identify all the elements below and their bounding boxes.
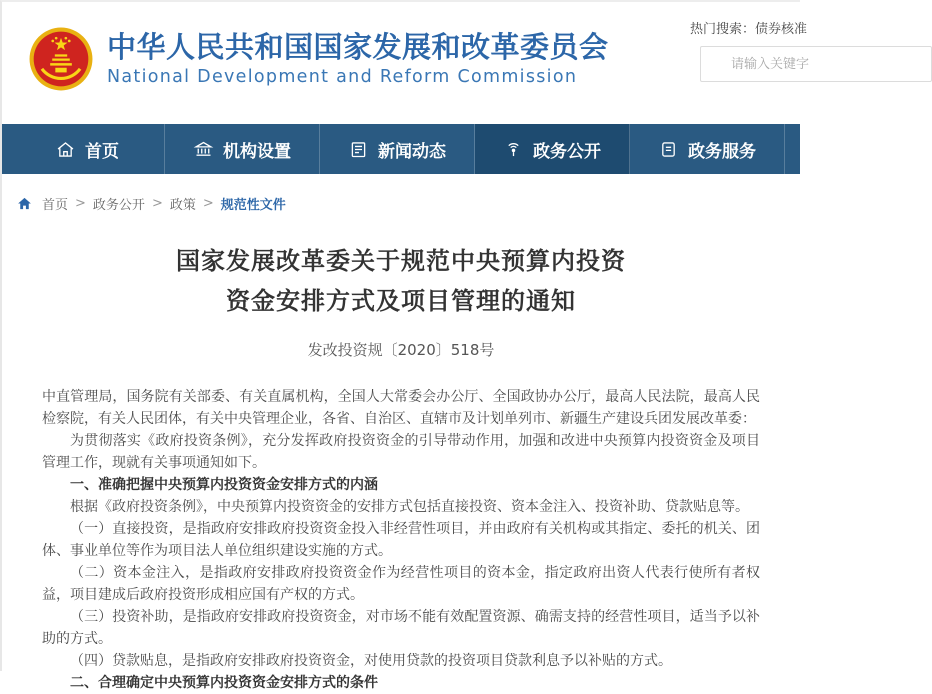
breadcrumb-separator: > — [202, 196, 214, 211]
article — [2, 241, 800, 694]
article-title — [42, 241, 760, 321]
paragraph: （三）投资补助，是指政府安排政府投资资金，对市场不能有效配置资源、确需支持的经营性项目，适当予以补助的方式。 — [42, 609, 760, 647]
site-titles — [107, 31, 609, 86]
site-title-en: National Development and Reform Commission — [107, 66, 578, 87]
site-title-cn: 中华人民共和国国家发展和改革委员会 — [107, 30, 609, 65]
section-heading: 一、准确把握中央预算内投资资金安排方式的内涵 — [70, 477, 378, 493]
nav-item-label: 新闻动态 — [378, 141, 446, 162]
search-input[interactable] — [700, 46, 932, 82]
paragraph: 为贯彻落实《政府投资条例》，充分发挥政府投资资金的引导带动作用，加强和改进中央预算内投资资金及项目管理工作，现就有关事项通知如下。 — [42, 433, 760, 471]
home-icon[interactable] — [16, 195, 42, 212]
bank-icon — [193, 139, 214, 160]
breadcrumb-separator: > — [151, 196, 163, 211]
breadcrumb-item: 规范性文件 — [220, 198, 286, 213]
nav-item-bank[interactable] — [165, 124, 320, 174]
brand — [28, 26, 609, 92]
nav-item-document[interactable] — [630, 124, 785, 174]
search-area — [690, 18, 808, 102]
breadcrumb — [2, 174, 800, 229]
breadcrumb-item[interactable]: 政策 — [169, 198, 196, 213]
paragraph: （二）资本金注入，是指政府安排政府投资资金作为经营性项目的资本金，指定政府出资人代表行使所有者权益，项目建成后政府投资形成相应国有产权的方式。 — [42, 565, 760, 603]
main-nav — [2, 124, 800, 174]
paragraph: （一）直接投资，是指政府安排政府投资资金投入非经营性项目，并由政府有关机构或其指定、委托的机关、团体、事业单位等作为项目法人单位组织建设实施的方式。 — [42, 521, 760, 559]
nav-item-label: 政务服务 — [688, 141, 756, 162]
doc-number: 发改投资规〔2020〕518号 — [307, 341, 495, 359]
nav-item-label: 首页 — [85, 141, 119, 162]
nav-item-home[interactable] — [10, 124, 165, 174]
nav-item-label: 政务公开 — [533, 141, 601, 162]
paragraph: 中直管理局，国务院有关部委、有关直属机构，全国人大常委会办公厅、全国政协办公厅，最高人民法院，最高人民检察院，有关人民团体，有关中央管理企业，各省、自治区、直辖市及计划单列市、新疆生产建设兵团发展改革委： — [42, 389, 760, 427]
home-icon — [55, 139, 76, 160]
site-header — [2, 2, 808, 124]
news-icon — [348, 139, 369, 160]
breadcrumb-item[interactable]: 政务公开 — [92, 198, 145, 213]
breadcrumb-separator: > — [75, 196, 86, 211]
paragraph: 根据《政府投资条例》，中央预算内投资资金的安排方式包括直接投资、资本金注入、投资补助、贷款贴息等。 — [70, 499, 749, 515]
nav-item-news[interactable] — [320, 124, 475, 174]
breadcrumb-item[interactable]: 首页 — [42, 198, 69, 213]
nav-item-label: 机构设置 — [223, 141, 291, 162]
nav-item-broadcast[interactable] — [475, 124, 630, 174]
article-title-line2: 资金安排方式及项目管理的通知 — [226, 287, 576, 315]
section-heading: 二、合理确定中央预算内投资资金安排方式的条件 — [70, 675, 378, 691]
national-emblem-icon — [28, 26, 94, 92]
broadcast-icon — [503, 139, 524, 160]
hot-search-label[interactable]: 热门搜索：债券核准 — [690, 22, 808, 37]
article-body — [42, 386, 760, 694]
article-title-line1: 国家发展改革委关于规范中央预算内投资 — [176, 247, 626, 275]
paragraph: （四）贷款贴息，是指政府安排政府投资资金，对使用贷款的投资项目贷款利息予以补贴的方式。 — [70, 653, 672, 669]
document-icon — [658, 139, 679, 160]
